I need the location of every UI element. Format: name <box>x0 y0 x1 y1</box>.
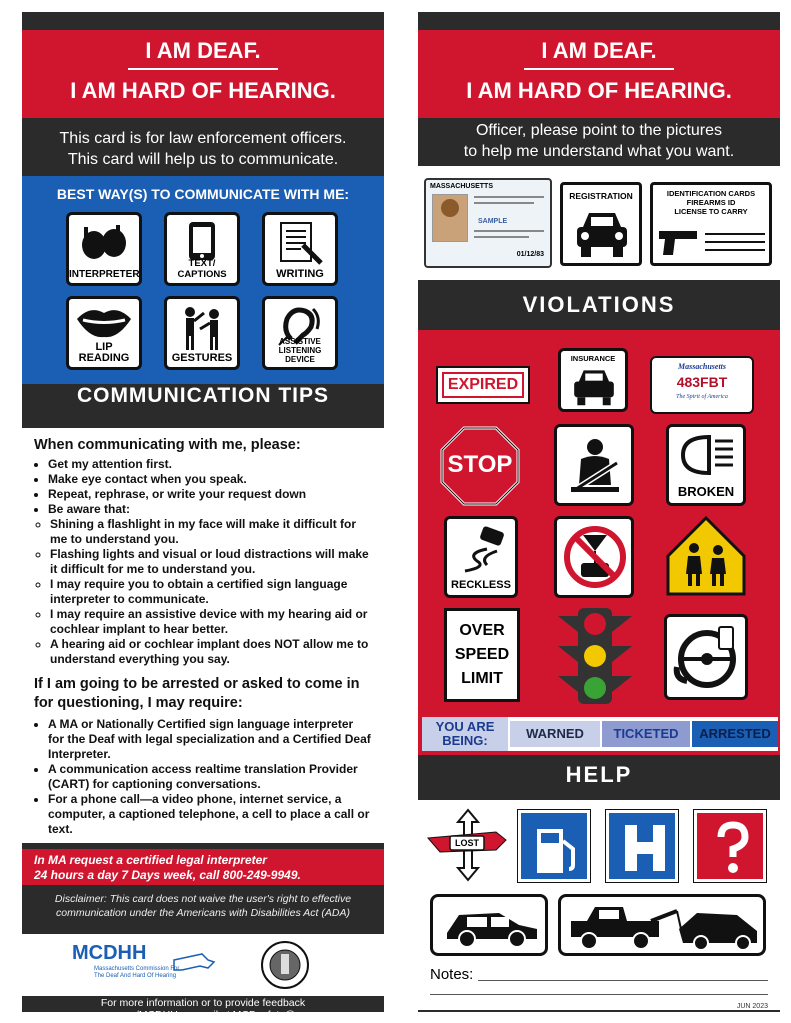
lost-label: LOST <box>455 838 479 848</box>
best-ways-heading: BEST WAY(S) TO COMMUNICATE WITH ME: <box>56 186 350 202</box>
car-front-icon <box>573 209 631 259</box>
steering-wheel-phone-icon <box>673 623 741 691</box>
no-drunk-driving-icon <box>563 525 627 589</box>
disclaimer: Disclaimer: This card does not waive the user's right to effective communication under the Americans with Disabilities Act (ADA) <box>54 893 352 919</box>
insurance-label: INSURANCE <box>570 354 616 363</box>
intro-line2: This card will help us to communicate. <box>67 151 339 168</box>
mcdhh-logo: MCDHH <box>72 942 147 964</box>
officer-line1: Officer, please point to the pictures <box>475 122 723 139</box>
state-seal-icon <box>260 940 310 990</box>
skidding-car-icon <box>457 525 509 575</box>
plate-number: 483FBT <box>676 374 728 390</box>
method-writing <box>262 212 338 286</box>
seatbelt-icon <box>565 435 625 497</box>
ticketed-option[interactable]: TICKETED <box>602 721 690 747</box>
aware-item: ◦ A hearing aid or cochlear implant does NOT allow me to understand everything you say. <box>50 637 372 667</box>
help-heading: HELP <box>565 762 633 787</box>
arrest-heading: If I am going to be arrested or asked to come in for questioning, I may require: <box>34 676 360 711</box>
help-box <box>418 800 780 1010</box>
aware-item: ◦ I may require you to obtain a certified sign language interpreter to communicate. <box>50 577 372 607</box>
tips-intro: When communicating with me, please: <box>34 437 301 453</box>
license-name: SAMPLE <box>478 218 508 225</box>
ma-request-box <box>22 849 384 885</box>
right-card-panel <box>418 12 780 1012</box>
right-title-separator <box>524 68 674 70</box>
ma-request-line1: In MA request a certified legal interpreter <box>34 853 267 867</box>
feedback-line1: For more information or to provide feedback <box>100 997 306 1009</box>
question-mark-icon <box>715 821 751 875</box>
method-label: ASSISTIVE LISTENING DEVICE <box>278 337 322 364</box>
id-cards-text <box>653 189 769 216</box>
you-are-being-row <box>422 717 778 751</box>
you-are-label: YOU ARE <box>435 719 495 734</box>
arrest-item: • A MA or Nationally Certified sign language interpreter for the Deaf with legal specialization and a Certified Deaf Interpreter. <box>48 717 372 762</box>
right-title-line2: I AM HARD OF HEARING. <box>466 78 732 103</box>
left-title-banner <box>22 30 384 118</box>
aware-item: ◦ Shining a flashlight in my face will make it difficult for me to understand you. <box>50 517 372 547</box>
insurance-sign <box>558 348 628 412</box>
warned-option[interactable]: WARNED <box>510 721 600 747</box>
id-cards-line1: IDENTIFICATION CARDS <box>666 189 756 198</box>
method-text-captions <box>164 212 240 286</box>
tip-item: • Repeat, rephrase, or write your request down <box>48 487 372 502</box>
ma-request-line2: 24 hours a day 7 Days week, call 800-249-9949. <box>34 868 301 882</box>
massachusetts-map-icon <box>172 940 216 988</box>
license-date: 01/12/83 <box>516 251 544 258</box>
registration-label: REGISTRATION <box>569 191 633 201</box>
left-card-panel <box>22 12 384 1021</box>
arrest-item: • A communication access realtime translation Provider (CART) for captioning conversations. <box>48 762 372 792</box>
broken-headlight-sign <box>666 424 746 506</box>
officer-instructions <box>418 120 780 162</box>
speed-limit-sign <box>444 608 520 702</box>
tip-item: • Be aware that: <box>48 502 372 517</box>
aware-item: ◦ I may require an assistive device with my hearing aid or cochlear implant to hear better. <box>50 607 372 637</box>
you-are-being-label <box>422 717 508 751</box>
pencil-paper-icon <box>275 221 325 265</box>
reckless-label: RECKLESS <box>451 579 511 591</box>
intro-line1: This card is for law enforcement officers. <box>59 130 347 147</box>
school-crossing-sign-icon <box>664 514 748 598</box>
people-gesturing-icon <box>174 305 230 351</box>
id-cards-line3: LICENSE TO CARRY <box>674 207 748 216</box>
gas-station-sign <box>518 810 590 882</box>
notes-line[interactable] <box>478 980 768 981</box>
car-front-icon <box>571 367 617 407</box>
lips-icon <box>75 305 133 339</box>
registration-card <box>560 182 642 266</box>
gas-pump-icon <box>533 823 581 875</box>
feedback-line2: www.mass.gov/MCDHH or email at MCDsafety@mass.gov <box>65 1009 341 1021</box>
arrested-option[interactable]: ARRESTED <box>692 721 778 747</box>
left-title-line1: I AM DEAF. <box>145 38 261 63</box>
tips-list <box>48 457 372 517</box>
hospital-h-icon <box>621 823 669 873</box>
distracted-driving-sign <box>664 614 748 700</box>
plate-motto: The Spirit of America <box>676 394 728 400</box>
method-lip-reading <box>66 296 142 370</box>
license-plate <box>650 356 754 414</box>
feedback-text <box>22 997 384 1021</box>
left-title-separator <box>128 68 278 70</box>
violations-box <box>418 330 780 755</box>
expired-label: EXPIRED <box>442 372 524 398</box>
headlight-icon <box>679 435 735 475</box>
limit-label: LIMIT <box>461 670 503 687</box>
reckless-sign <box>444 516 518 598</box>
handgun-icon <box>657 227 701 257</box>
over-label: OVER <box>459 622 505 639</box>
traffic-light-icon <box>554 606 636 706</box>
tow-truck-icon <box>567 903 761 953</box>
method-label: LIP READING <box>78 341 130 364</box>
plate-state: Massachusetts <box>677 362 726 371</box>
drivers-license <box>424 178 552 268</box>
best-ways-box <box>22 176 384 384</box>
method-assistive-listening <box>262 296 338 370</box>
stop-label: STOP <box>447 451 513 478</box>
date-code: JUN 2023 <box>736 1003 768 1010</box>
broken-label: BROKEN <box>677 484 735 499</box>
license-photo <box>432 194 468 242</box>
left-title-line2: I AM HARD OF HEARING. <box>70 78 336 103</box>
hospital-sign <box>606 810 678 882</box>
method-label: TEXT/ CAPTIONS <box>177 258 227 280</box>
expired-sign <box>436 366 530 404</box>
method-label: WRITING <box>276 268 324 280</box>
broken-down-car-sign <box>430 894 548 956</box>
id-cards-card <box>650 182 772 266</box>
aware-item: ◦ Flashing lights and visual or loud distractions will make it difficult for me to understand you. <box>50 547 372 577</box>
method-label: INTERPRETER <box>69 269 140 280</box>
license-state: MASSACHUSETTS <box>430 183 494 190</box>
right-title-line1: I AM DEAF. <box>541 38 657 63</box>
tips-box <box>22 428 384 843</box>
tip-item: • Make eye contact when you speak. <box>48 472 372 487</box>
right-title-banner <box>418 30 780 118</box>
no-drinking-driving-sign <box>554 516 634 598</box>
notes-label: Notes: <box>430 966 474 983</box>
logo-box <box>22 934 384 996</box>
violations-heading: VIOLATIONS <box>522 292 676 317</box>
method-interpreter <box>66 212 142 286</box>
method-label: GESTURES <box>171 352 233 364</box>
identification-strip <box>418 166 780 280</box>
arrest-item: • For a phone call—a video phone, internet service, a computer, a captioned telephone, a cell to place a call or text. <box>48 792 372 837</box>
tips-heading: COMMUNICATION TIPS <box>76 384 330 407</box>
arrest-list <box>48 717 372 837</box>
being-label: BEING: <box>442 733 488 748</box>
speed-label: SPEED <box>454 646 510 663</box>
question-sign <box>694 810 766 882</box>
method-gestures <box>164 296 240 370</box>
tow-truck-sign <box>558 894 766 956</box>
car-side-icon <box>439 905 543 949</box>
notes-line[interactable] <box>430 994 768 995</box>
seatbelt-sign <box>554 424 634 506</box>
sign-hands-icon <box>76 221 132 265</box>
phone-icon <box>187 221 217 261</box>
mcdhh-logo-subtext: Massachusetts Commission For The Deaf And Hard Of Hearing <box>94 966 180 979</box>
tip-item: • Get my attention first. <box>48 457 372 472</box>
aware-list <box>50 517 372 667</box>
id-cards-line2: FIREARMS ID <box>686 198 736 207</box>
officer-line2: to help me understand what you want. <box>463 143 735 160</box>
